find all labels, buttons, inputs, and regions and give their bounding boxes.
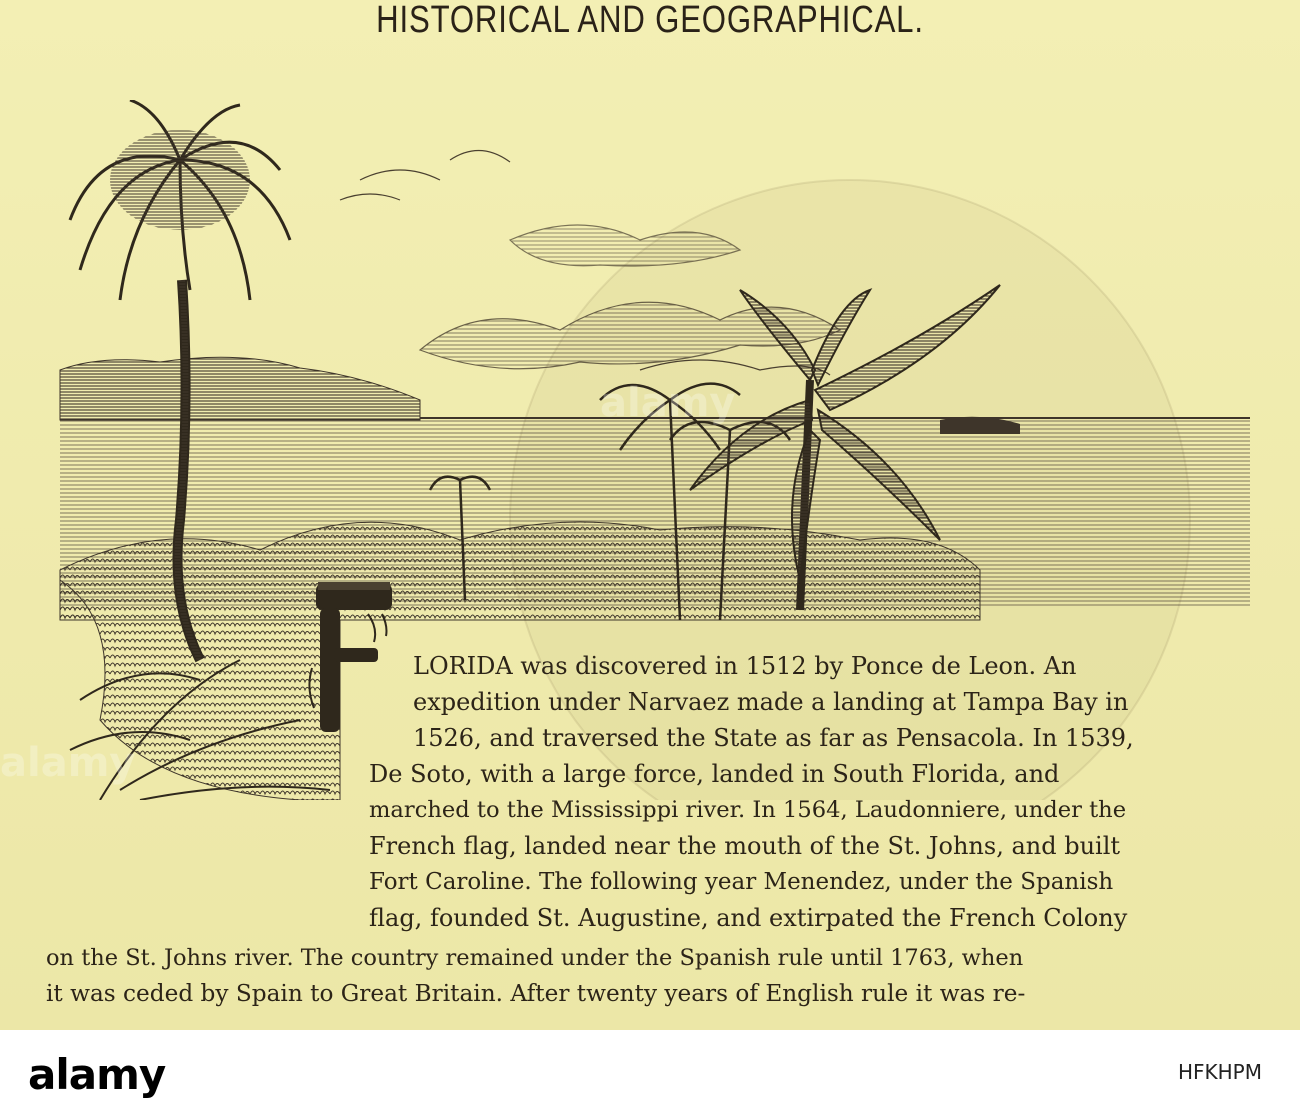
text-line: expedition under Narvaez made a landing at Tampa Bay in	[413, 688, 1129, 716]
text-line: Fort Caroline. The following year Menendez, under the Spanish	[369, 869, 1114, 895]
text-line: LORIDA was discovered in 1512 by Ponce de Leon. An	[413, 652, 1077, 680]
text-line: De Soto, with a large force, landed in South Florida, and	[369, 760, 1060, 788]
alamy-logo: alamy	[28, 1050, 166, 1099]
text-line: marched to the Mississippi river. In 1564, Laudonniere, under the	[369, 797, 1127, 823]
text-line: flag, founded St. Augustine, and extirpated the French Colony	[369, 904, 1128, 932]
dropcap-f-icon	[308, 578, 400, 738]
watermark-text: alamy	[600, 380, 736, 426]
text-line: on the St. Johns river. The country remained under the Spanish rule until 1763, when	[46, 945, 1024, 971]
text-line: French flag, landed near the mouth of the St. Johns, and built	[369, 832, 1121, 860]
page-heading: HISTORICAL AND GEOGRAPHICAL.	[376, 0, 924, 41]
text-line: 1526, and traversed the State as far as Pensacola. In 1539,	[413, 724, 1134, 752]
distant-island	[60, 357, 420, 420]
watermark-text: alamy	[0, 740, 136, 786]
stock-footer	[0, 1030, 1300, 1118]
text-line: it was ceded by Spain to Great Britain. After twenty years of English rule it was re-	[46, 980, 1026, 1007]
stock-image-id: HFKHPM	[1177, 1060, 1262, 1084]
